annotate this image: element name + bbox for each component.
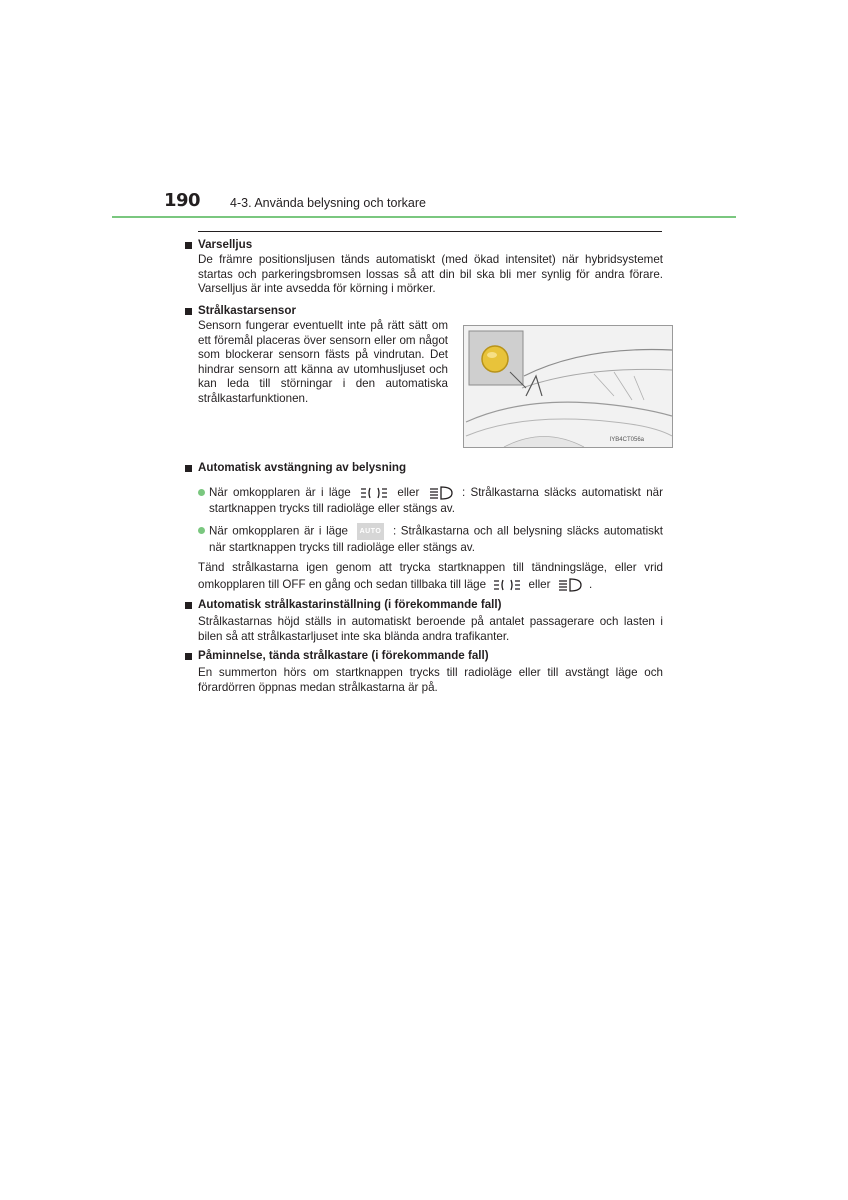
bullet-text: : Strålkastarna släcks automatiskt när startknappen trycks till radioläge eller stängs av. — [209, 486, 663, 515]
list-item — [198, 523, 663, 555]
section-auto-off — [185, 461, 663, 593]
square-bullet-icon — [185, 242, 192, 249]
section-title: 4-3. Använda belysning och torkare — [230, 196, 426, 210]
heading-text: Strålkastarsensor — [198, 304, 296, 318]
heading-text: Varselljus — [198, 238, 253, 252]
headlight-icon — [429, 486, 453, 500]
list-item — [198, 485, 663, 517]
heading-text: Automatisk strålkastarinställning (i förekommande fall) — [198, 598, 502, 612]
section-body: En summerton hörs om startknappen trycks till radioläge eller till avstängt läge och förardörren öppnas medan strålkastarna är på. — [198, 666, 663, 694]
bullet-text: eller — [397, 486, 420, 499]
bullet-text: : Strålkastarna och all belysning släcks automatiskt när startknappen trycks till radioläge eller stängs av. — [209, 524, 663, 554]
green-bullet-icon — [198, 527, 205, 534]
page-number: 190 — [164, 190, 201, 211]
bullet-text: När omkopplaren är i läge — [209, 524, 348, 538]
square-bullet-icon — [185, 653, 192, 660]
section-heading — [185, 598, 663, 613]
image-code: IYB4CT056a — [609, 437, 644, 443]
square-bullet-icon — [185, 465, 192, 472]
green-bullet-icon — [198, 489, 205, 496]
sensor-illustration — [463, 325, 673, 448]
section-heading — [185, 238, 663, 253]
section-varselljus — [185, 238, 663, 297]
section-body: Strålkastarnas höjd ställs in automatiskt beroende på antalet passagerare och lasten i bilen så att strålkastarljuset inte ska blända andra trafikanter. — [198, 615, 663, 643]
section-heading — [185, 461, 663, 476]
headlight-icon — [558, 578, 582, 592]
heading-text: Automatisk avstängning av belysning — [198, 461, 407, 475]
parking-light-icon — [360, 486, 388, 500]
header-rule — [112, 216, 736, 218]
parking-light-icon — [493, 578, 521, 592]
paragraph-text: eller — [528, 578, 551, 591]
paragraph-text: . — [588, 578, 593, 591]
section-reminder — [185, 649, 663, 695]
section-heading — [185, 649, 663, 664]
section-body — [198, 559, 663, 593]
section-heading — [185, 304, 663, 319]
heading-text: Påminnelse, tända strålkastare (i förekommande fall) — [198, 649, 489, 663]
bullet-text: När omkopplaren är i läge — [209, 486, 351, 499]
section-leveling — [185, 598, 663, 644]
section-body: De främre positionsljusen tänds automatiskt (med ökad intensitet) när hybridsystemet startas och parkeringsbromsen lossas så att din bil ska bli mer synlig för andra förare. Varselljus är inte avsedda för körning i mörker. — [198, 253, 663, 295]
paragraph-text: Tänd strålkastarna igen genom att trycka startknappen till tändningsläge, eller vrid omkopplaren till OFF en gång och sedan tillbaka till läge — [198, 561, 663, 591]
square-bullet-icon — [185, 308, 192, 315]
auto-badge: AUTO — [357, 523, 385, 540]
windshield-sensor-drawing — [464, 326, 672, 447]
section-body: Sensorn fungerar eventuellt inte på rätt sätt om ett föremål placeras över sensorn eller om något som blockerar sensorn fästs på vindrutan. Det hindrar sensorn att känna av utomhusljuset och kan leda till störningar i den automatiska strålkastarfunktionen. — [198, 319, 448, 405]
square-bullet-icon — [185, 602, 192, 609]
content-top-rule — [198, 231, 662, 232]
